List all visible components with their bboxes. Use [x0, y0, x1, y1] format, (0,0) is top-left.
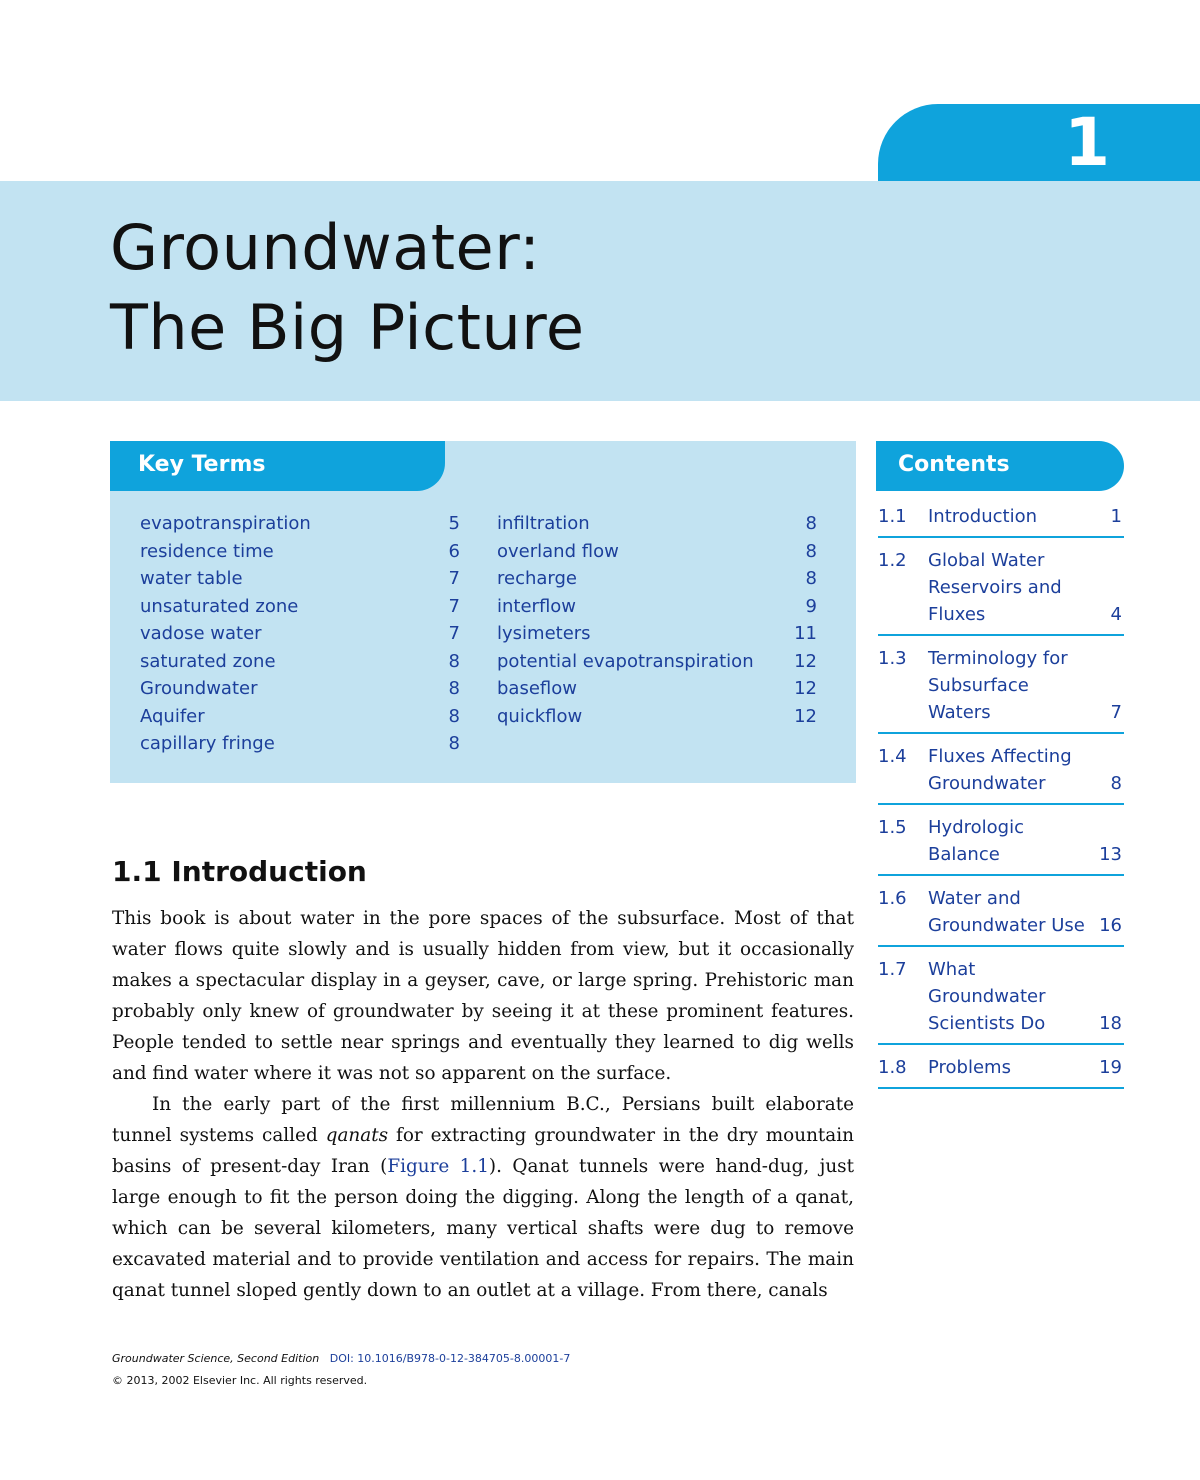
key-term: evapotranspiration — [140, 513, 311, 534]
key-term: infiltration — [497, 513, 590, 534]
key-term-row[interactable] — [497, 623, 817, 651]
key-term-page: 8 — [805, 513, 817, 534]
contents-item-problems[interactable] — [878, 1051, 1124, 1089]
key-term-page: 8 — [448, 733, 460, 754]
contents-item-title: Hydrologic Balance — [928, 817, 1024, 865]
key-term: saturated zone — [140, 650, 276, 672]
key-term-row[interactable] — [140, 651, 460, 679]
key-term: water table — [140, 568, 243, 589]
key-term: Aquifer — [140, 705, 205, 727]
contents-item-page: 8 — [1110, 773, 1122, 794]
key-term: quickflow — [497, 705, 583, 727]
body-text — [112, 903, 854, 1306]
contents-item-page: 19 — [1099, 1057, 1122, 1078]
contents-item-title: What Groundwater Scientists Do — [928, 959, 1046, 1034]
contents-item-number: 1.8 — [878, 1057, 907, 1078]
key-term-page: 6 — [448, 540, 460, 562]
paragraph-2-part-c: ). Qanat tunnels were hand-dug, just large enough to fit the person doing the digging. Along the length of a qanat, which can be several kilometers, many vertical shafts were dug to remove excavated material and to provide ventilation and access for repairs. The main qanat tunnel sloped gently down to an outlet at a village. From there, canals — [112, 1156, 854, 1301]
key-term-row[interactable] — [497, 513, 817, 541]
key-term-row[interactable] — [140, 513, 460, 541]
key-term-row[interactable] — [140, 596, 460, 624]
key-term-row[interactable] — [140, 623, 460, 651]
key-term: Groundwater — [140, 678, 258, 699]
key-terms-box — [110, 441, 856, 783]
key-term-page: 12 — [794, 650, 817, 672]
paragraph-2-part-b: for extracting groundwater in the dry mountain basins of present-day Iran ( — [112, 1125, 854, 1177]
key-term-row[interactable] — [497, 596, 817, 624]
key-term-page: 7 — [448, 568, 460, 589]
key-term-row[interactable] — [140, 541, 460, 569]
title-band — [0, 181, 1200, 401]
key-terms-heading: Key Terms — [138, 452, 266, 477]
key-term-page: 8 — [448, 678, 460, 699]
key-term-row[interactable] — [497, 678, 817, 706]
key-term-page: 7 — [448, 623, 460, 644]
contents-item-page: 7 — [1110, 702, 1122, 723]
chapter-title-line-1: Groundwater: — [110, 211, 541, 284]
key-term-page: 11 — [794, 623, 817, 644]
contents-item-page: 18 — [1099, 1013, 1122, 1034]
paragraph-2-part-a: In the early part of the first millennium B.C., Persians built elaborate tunnel systems called — [112, 1094, 854, 1146]
contents-list — [878, 500, 1124, 1095]
contents-item-page: 4 — [1110, 604, 1122, 625]
key-term: interflow — [497, 595, 577, 617]
key-term-page: 8 — [448, 650, 460, 672]
key-term-row[interactable] — [140, 733, 460, 761]
contents-item-hydrologic-balance[interactable] — [878, 811, 1124, 876]
key-terms-header — [110, 441, 445, 491]
contents-item-page: 13 — [1099, 844, 1122, 865]
section-heading: 1.1 Introduction — [112, 855, 367, 888]
key-term-page: 5 — [448, 513, 460, 534]
key-term: overland flow — [497, 540, 619, 562]
contents-item-global-water[interactable] — [878, 544, 1124, 636]
key-term-row[interactable] — [497, 541, 817, 569]
book-title: Groundwater Science, Second Edition — [112, 1352, 320, 1365]
paragraph-1: This book is about water in the pore spaces of the subsurface. Most of that water flows quite slowly and is usually hidden from view, but it occasionally makes a spectacular display in a geyser, cave, or large spring. Prehistoric man probably only knew of groundwater by seeing it at these prominent features. People tended to settle near springs and eventually they learned to dig wells and find water where it was not so apparent on the surface. — [112, 908, 854, 1084]
key-term: recharge — [497, 568, 577, 589]
key-term-page: 7 — [448, 595, 460, 617]
chapter-title-line-2: The Big Picture — [110, 291, 585, 364]
key-term: vadose water — [140, 623, 262, 644]
key-term: potential evapotranspiration — [497, 650, 754, 672]
contents-item-title: Problems — [928, 1057, 1011, 1078]
copyright: © 2013, 2002 Elsevier Inc. All rights reserved. — [112, 1374, 368, 1387]
footer-line-1 — [112, 1348, 570, 1370]
key-term-row[interactable] — [140, 678, 460, 706]
key-term: unsaturated zone — [140, 595, 299, 617]
key-term-row[interactable] — [497, 568, 817, 596]
contents-item-introduction[interactable] — [878, 500, 1124, 538]
footer — [112, 1348, 570, 1392]
key-term: capillary fringe — [140, 733, 275, 754]
contents-item-number: 1.1 — [878, 506, 907, 527]
contents-heading: Contents — [898, 452, 1010, 477]
key-terms-column-2 — [497, 513, 817, 733]
contents-item-water-use[interactable] — [878, 882, 1124, 947]
key-term-page: 9 — [805, 595, 817, 617]
key-term: baseflow — [497, 678, 577, 699]
paragraph-2 — [112, 1089, 854, 1306]
key-term-page: 8 — [805, 568, 817, 589]
contents-item-fluxes[interactable] — [878, 740, 1124, 805]
contents-item-page: 16 — [1099, 915, 1122, 936]
contents-item-number: 1.6 — [878, 888, 907, 909]
doi-link[interactable]: DOI: 10.1016/B978-0-12-384705-8.00001-7 — [329, 1352, 571, 1365]
chapter-number: 1 — [1064, 104, 1110, 181]
contents-header — [876, 441, 1124, 491]
contents-item-title: Terminology for Subsurface Waters — [928, 648, 1068, 723]
figure-link[interactable]: Figure 1.1 — [387, 1156, 489, 1177]
chapter-number-tab — [878, 104, 1200, 182]
contents-item-number: 1.5 — [878, 817, 907, 838]
contents-item-number: 1.2 — [878, 550, 907, 571]
key-term: lysimeters — [497, 623, 591, 644]
key-term-row[interactable] — [497, 651, 817, 679]
key-term-page: 12 — [794, 705, 817, 727]
contents-item-terminology[interactable] — [878, 642, 1124, 734]
contents-item-title: Water and Groundwater Use — [928, 888, 1085, 936]
contents-item-title: Fluxes Affecting Groundwater — [928, 746, 1072, 794]
contents-item-title: Global Water Reservoirs and Fluxes — [928, 550, 1062, 625]
contents-item-number: 1.3 — [878, 648, 907, 669]
key-term-row[interactable] — [497, 706, 817, 734]
key-term-row[interactable] — [140, 568, 460, 596]
key-term-page: 12 — [794, 678, 817, 699]
contents-item-scientists[interactable] — [878, 953, 1124, 1045]
key-term-row[interactable] — [140, 706, 460, 734]
qanats-term: qanats — [325, 1125, 389, 1146]
contents-item-title: Introduction — [928, 506, 1038, 527]
contents-item-page: 1 — [1110, 506, 1122, 527]
key-term-page: 8 — [805, 540, 817, 562]
contents-item-number: 1.4 — [878, 746, 907, 767]
contents-item-number: 1.7 — [878, 959, 907, 980]
key-terms-column-1 — [140, 513, 460, 761]
key-term-page: 8 — [448, 705, 460, 727]
key-term: residence time — [140, 540, 274, 562]
